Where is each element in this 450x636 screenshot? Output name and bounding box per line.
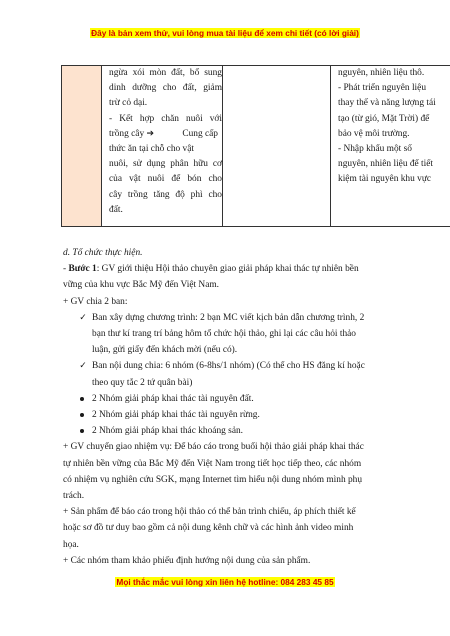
paragraph-line: hoặc sơ đồ tư duy bao gồm cả nội dung kênh chữ và các hình ảnh video minh	[63, 523, 354, 534]
bullet-list-item	[63, 407, 413, 423]
table-line-part: Cung cấp	[182, 128, 218, 139]
task-paragraph	[63, 439, 413, 504]
content-table	[61, 65, 450, 227]
bullet-list-item	[63, 423, 413, 439]
section-heading: d. Tổ chức thực hiện.	[63, 248, 143, 258]
check-list-item	[63, 310, 413, 359]
split-intro: + GV chia 2 ban:	[63, 296, 128, 307]
table-line: đất.	[109, 204, 123, 215]
step-1-label: Bước 1	[68, 264, 97, 275]
step-1-text: : GV giới thiệu Hội thảo chuyên giao giải pháp khai thác tự nhiên bền	[96, 264, 359, 275]
table-line: dinh dưỡng cho đất, giảm	[109, 83, 222, 94]
list-line: Ban nội dung chia: 6 nhóm (6-8hs/1 nhóm) (Có thể cho HS đăng kí hoặc	[92, 361, 365, 372]
paragraph-line: tự nhiên bền vững của Bắc Mỹ đến Việt Nam trong tiết học tiếp theo, các nhóm	[63, 458, 362, 469]
list-line: 2 Nhóm giải pháp khai thác khoáng sản.	[92, 426, 244, 437]
table-line: nguyên, nhiên liệu thô.	[338, 68, 425, 78]
hotline-text: Mọi thắc mắc vui lòng xin liên hệ hotline: 084 283 45 85	[116, 577, 334, 587]
paragraph-line: họa.	[63, 539, 79, 550]
table-line: - Kết hợp chăn nuôi với	[109, 113, 222, 124]
list-line: 2 Nhóm giải pháp khai thác tài nguyên rừng.	[92, 410, 260, 421]
reference-paragraph: + Các nhóm tham khảo phiếu định hướng nội dung của sản phẩm.	[63, 555, 311, 566]
hotline-banner	[0, 577, 450, 587]
table-line: cây trồng tăng độ phì cho	[109, 189, 222, 200]
table-line-with-arrow	[109, 127, 222, 142]
table-line: - Nhập khẩu một số	[338, 143, 412, 154]
step-1-continued: vững của khu vực Bắc Mỹ đến Việt Nam.	[63, 280, 220, 291]
table-line: nguyên, nhiên liệu để tiết	[338, 159, 434, 170]
document-body	[63, 245, 413, 569]
table-cell-resources	[331, 66, 450, 227]
resources-text	[331, 66, 450, 188]
table-cell-solutions	[102, 66, 223, 227]
step-prefix: -	[63, 264, 69, 275]
paragraph-line: trách.	[63, 491, 85, 502]
list-line: bạn thư kí trang trí bảng hôm tổ chức hội thảo, ghi lại các câu hỏi thảo	[92, 329, 356, 340]
table-line: kiệm tài nguyên khu vực	[338, 174, 432, 185]
table-line: của vật nuôi để bón cho	[109, 174, 222, 185]
preview-notice-text: Đây là bản xem thử, vui lòng mua tài liệu để xem chi tiết (có lời giải)	[91, 28, 359, 38]
table-line: nuôi, sử dụng phân hữu cơ	[109, 159, 222, 170]
checkmark-icon: ✓	[79, 312, 87, 323]
list-line: Ban xây dựng chương trình: 2 bạn MC viết kịch bản dẫn chương trình, 2	[92, 312, 365, 323]
checkmark-icon: ✓	[79, 361, 87, 372]
bullet-dot-icon	[80, 397, 84, 401]
paragraph-line: + GV chuyển giao nhiệm vụ: Để báo cáo trong buổi hội thảo giải pháp khai thác	[63, 442, 364, 453]
table-line: thay thế và năng lượng tái	[338, 98, 436, 109]
paragraph-line: + Sản phẩm để báo cáo trong hội thảo có thể bản trình chiếu, áp phích thiết kế	[63, 507, 356, 518]
check-list-item	[63, 358, 413, 390]
list-line: 2 Nhóm giải pháp khai thác tài nguyên đất.	[92, 393, 254, 404]
table-line: thức ăn tại chỗ cho vật	[109, 143, 194, 154]
solutions-text	[102, 66, 222, 218]
table-line: ngừa xói mòn đất, bổ sung	[109, 68, 222, 78]
table-line: trừ cỏ dại.	[109, 98, 148, 109]
bullet-dot-icon	[80, 429, 84, 433]
table-line: tạo (từ gió, Mặt Trời) để	[338, 113, 430, 124]
table-cell-empty	[223, 66, 331, 227]
step-1-paragraph	[63, 261, 413, 277]
product-paragraph	[63, 504, 413, 553]
table-line-part: trồng cây	[109, 128, 145, 139]
list-line: theo quy tắc 2 tứ quân bài)	[92, 377, 193, 388]
paragraph-line: có nhiệm vụ nghiên cứu SGK, mạng Internet tìm hiểu nội dung nhóm mình phụ	[63, 474, 363, 485]
preview-notice-banner	[0, 28, 450, 38]
table-cell-shaded	[62, 66, 102, 227]
table-line: bảo vệ môi trường.	[338, 128, 410, 139]
list-line: luận, gửi giấy đến khách mời (nếu có).	[92, 345, 238, 356]
table-row	[62, 66, 450, 227]
right-arrow-icon: ➔	[146, 128, 155, 139]
bullet-list-item	[63, 391, 413, 407]
bullet-dot-icon	[80, 413, 84, 417]
table-line: - Phát triển nguyên liệu	[338, 83, 427, 94]
